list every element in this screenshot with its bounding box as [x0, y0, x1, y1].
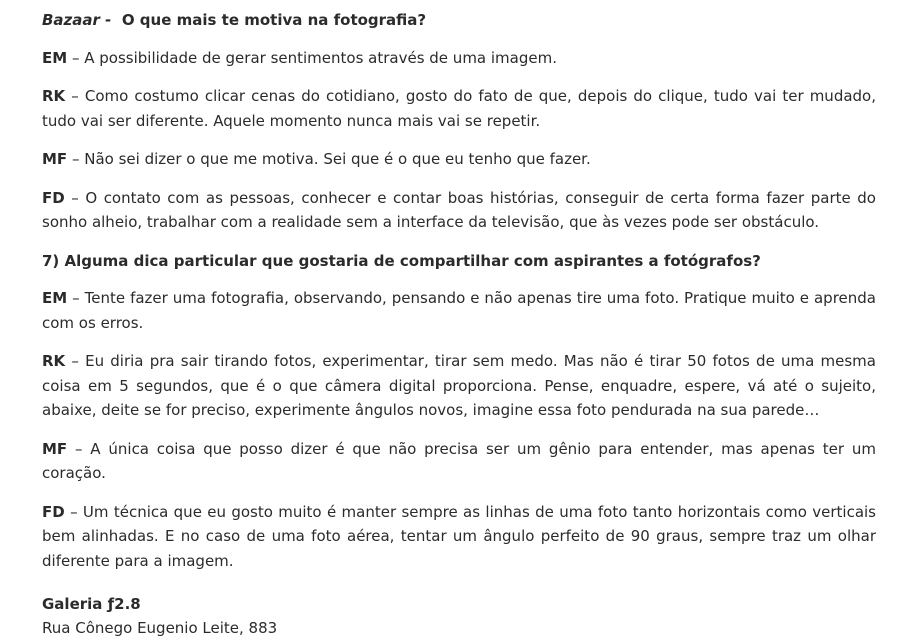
speaker-label: FD	[42, 502, 65, 521]
answer-7-mf	[42, 437, 876, 486]
interview-article	[42, 8, 876, 640]
answer-text: – A possibilidade de gerar sentimentos através de uma imagem.	[71, 48, 557, 67]
answer-text: – Eu diria pra sair tirando fotos, experimentar, tirar sem medo. Mas não é tirar 50 fotos de uma mesma coisa em 5 segundos, que é o que câmera digital proporciona. Pense, enquadre, espere, vá até o sujeito, abaixe, deite se for preciso, experimente ângulos novos, imagine essa foto pendurada na sua parede…	[42, 352, 876, 419]
answer-text: – Tente fazer uma fotografia, observando, pensando e não apenas tire uma foto. Pratique muito e aprenda com os erros.	[42, 289, 876, 332]
question-6-prefix: Bazaar -	[42, 11, 112, 29]
speaker-label: EM	[42, 48, 68, 67]
speaker-label: MF	[42, 439, 68, 458]
answer-7-em	[42, 286, 876, 335]
answer-6-rk	[42, 84, 876, 133]
answer-7-fd	[42, 500, 876, 574]
question-7-text: 7) Alguma dica particular que gostaria de compartilhar com aspirantes a fotógrafos?	[42, 251, 761, 270]
question-6-text: O que mais te motiva na fotografia?	[121, 11, 427, 29]
answer-text: – Um técnica que eu gosto muito é manter sempre as linhas de uma foto tanto horizontais como verticais bem alinhadas. E no caso de uma foto aérea, tentar um ângulo perfeito de 90 graus, sempre traz um olhar diferente para a imagem.	[42, 502, 876, 570]
gallery-address: Rua Cônego Eugenio Leite, 883	[42, 619, 278, 637]
speaker-label: MF	[42, 150, 68, 168]
answer-6-em	[42, 46, 876, 71]
speaker-label: RK	[42, 352, 66, 370]
question-6	[42, 8, 876, 33]
gallery-info	[42, 592, 876, 640]
speaker-label: RK	[42, 87, 66, 105]
answer-text: – O contato com as pessoas, conhecer e contar boas histórias, conseguir de certa forma fazer parte do sonho alheio, trabalhar com a realidade sem a interface da televisão, que às vezes pode ser obstáculo.	[42, 188, 876, 231]
answer-text: – Não sei dizer o que me motiva. Sei que é o que eu tenho que fazer.	[71, 150, 591, 168]
answer-text: – Como costumo clicar cenas do cotidiano, gosto do fato de que, depois do clique, tudo vai ter mudado, tudo vai ser diferente. Aquele momento nunca mais vai se repetir.	[42, 87, 876, 130]
gallery-name: Galeria ƒ2.8	[42, 595, 141, 613]
answer-7-rk	[42, 349, 876, 423]
answer-6-fd	[42, 186, 876, 235]
question-7	[42, 249, 876, 274]
answer-6-mf	[42, 147, 876, 172]
speaker-label: EM	[42, 289, 68, 307]
speaker-label: FD	[42, 188, 65, 207]
answer-text: – A única coisa que posso dizer é que não precisa ser um gênio para entender, mas apenas ter um coração.	[42, 439, 876, 482]
